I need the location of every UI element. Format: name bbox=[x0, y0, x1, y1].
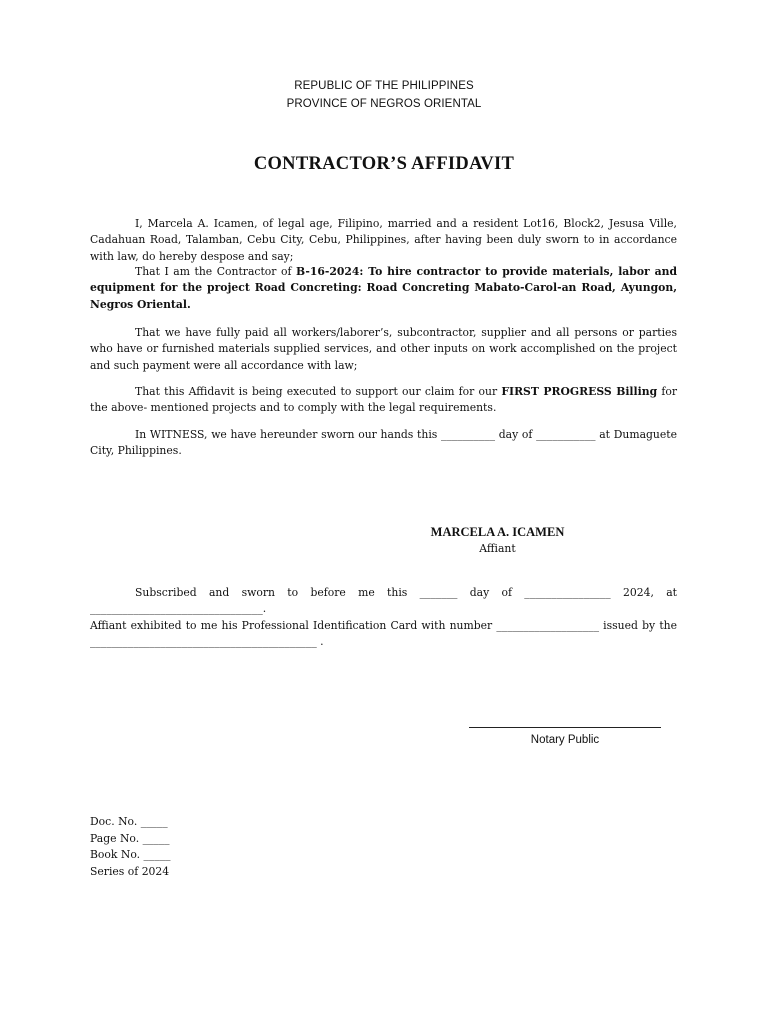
id-number-blank: ___________________ bbox=[496, 619, 599, 632]
affiant-name: MARCELA A. ICAMEN bbox=[430, 525, 565, 539]
page-number: Page No. _____ bbox=[90, 831, 170, 845]
series-year: Series of 2024 bbox=[90, 864, 170, 878]
header-province: PROVINCE OF NEGROS ORIENTAL bbox=[286, 98, 482, 110]
paragraph-payment: That we have fully paid all workers/laborer’s, subcontractor, supplier and all persons or parties who have or furnished materials supplied services, and other inputs on work accomplished on the project and such payment were all accordance with law; bbox=[90, 326, 677, 372]
paragraph-witness: In WITNESS, we have hereunder sworn our hands this __________ day of ___________ at Dumaguete City, Philippines. bbox=[90, 428, 677, 458]
affiant-label: Affiant bbox=[479, 542, 516, 555]
paragraph-purpose-prefix: That this Affidavit is being executed to support our claim for our bbox=[135, 385, 502, 398]
header-republic: REPUBLIC OF THE PHILIPPINES bbox=[294, 80, 474, 92]
doc-number: Doc. No. _____ bbox=[90, 815, 168, 828]
book-number: Book No. _____ bbox=[90, 848, 171, 861]
paragraph-identification-prefix: Affiant exhibited to me his Professional Identification Card with number bbox=[90, 619, 497, 632]
paragraph-identification-suffix: issued by the __________________________________________ . bbox=[90, 619, 677, 649]
notarial-registry bbox=[90, 814, 171, 880]
paragraph-contractor-prefix: That I am the Contractor of bbox=[135, 265, 297, 278]
paragraph-identification bbox=[90, 618, 677, 651]
document-title: CONTRACTOR’S AFFIDAVIT bbox=[253, 154, 515, 174]
paragraph-subscribed: Subscribed and sworn to before me this _______ day of ________________ 2024, at ________________________________. bbox=[90, 586, 677, 616]
paragraph-purpose-suffix: for the above- mentioned projects and to comply with the legal requirements. bbox=[90, 385, 677, 415]
notary-public-label: Notary Public bbox=[530, 734, 600, 746]
paragraph-affiant-intro: I, Marcela A. Icamen, of legal age, Filipino, married and a resident Lot16, Block2, Jesusa Ville, Cadahuan Road, Talamban, Cebu City, Cebu, Philippines, after having been duly sworn to in accordance with law, do hereby despose and say; bbox=[90, 217, 677, 263]
notary-signature-line bbox=[469, 727, 661, 728]
paragraph-purpose bbox=[90, 384, 677, 417]
paragraph-contractor bbox=[90, 264, 677, 313]
billing-type: FIRST PROGRESS Billing bbox=[501, 385, 658, 398]
project-description: B-16-2024: To hire contractor to provide materials, labor and equipment for the project Road Concreting: Road Concreting Mabato-Carol-an Road, Ayungon, Negros Oriental. bbox=[90, 265, 678, 311]
